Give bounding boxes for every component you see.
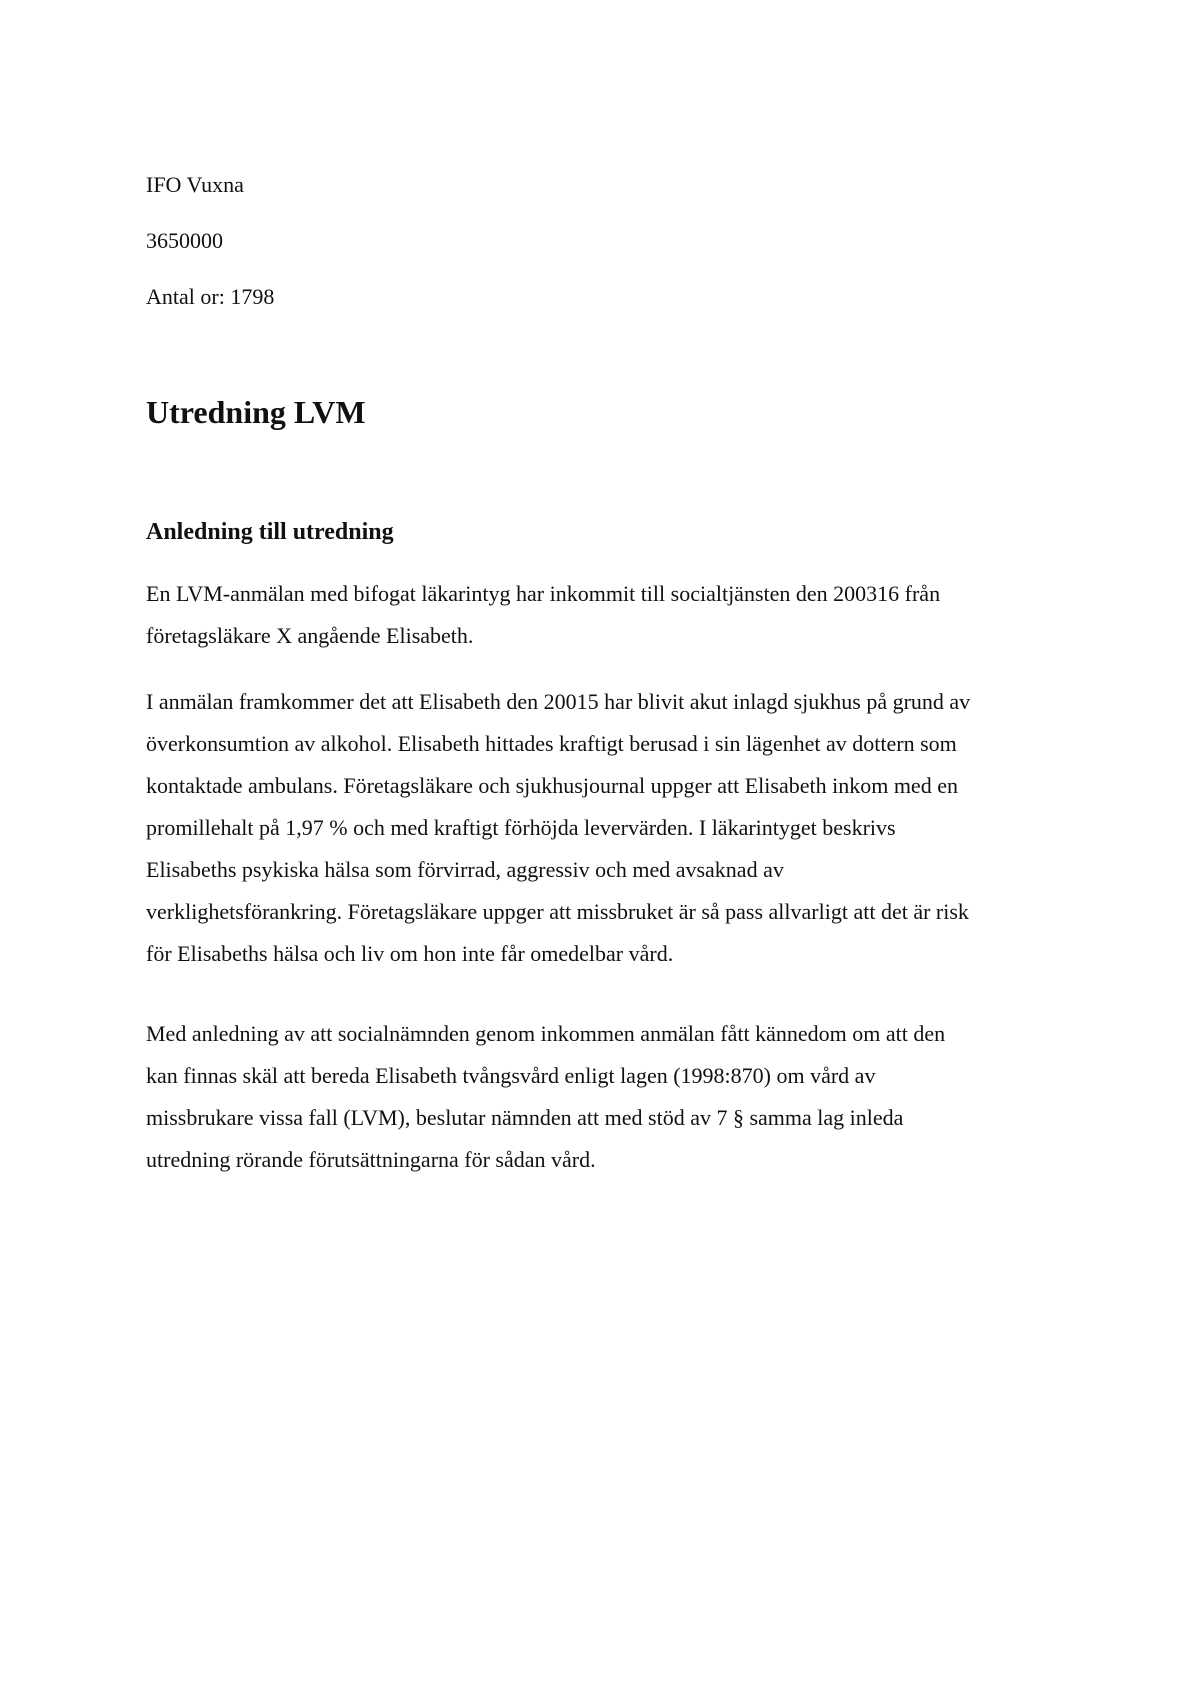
number-line: 3650000: [146, 228, 223, 253]
paragraph-line: I anmälan framkommer det att Elisabeth den 20015 har blivit akut inlagd sjukhus på grund av: [146, 689, 971, 714]
word-count-line: Antal or: 1798: [146, 284, 275, 309]
paragraph-line: kontaktade ambulans. Företagsläkare och sjukhusjournal uppger att Elisabeth inkom med en: [146, 773, 958, 798]
paragraph-line: Med anledning av att socialnämnden genom inkommen anmälan fått kännedom om att den: [146, 1021, 946, 1046]
paragraph-line: överkonsumtion av alkohol. Elisabeth hittades kraftigt berusad i sin lägenhet av dottern som: [146, 731, 957, 756]
paragraph-line: promillehalt på 1,97 % och med kraftigt förhöjda levervärden. I läkarintyget beskrivs: [146, 815, 896, 840]
paragraph-line: kan finnas skäl att bereda Elisabeth tvångsvård enligt lagen (1998:870) om vård av: [146, 1063, 876, 1088]
section-heading: Anledning till utredning: [146, 519, 394, 545]
paragraph-line: för Elisabeths hälsa och liv om hon inte får omedelbar vård.: [146, 941, 674, 966]
paragraph-line: Elisabeths psykiska hälsa som förvirrad, aggressiv och med avsaknad av: [146, 857, 784, 882]
paragraph-line: verklighetsförankring. Företagsläkare uppger att missbruket är så pass allvarligt att det är risk: [146, 899, 969, 924]
paragraph-line: utredning rörande förutsättningarna för sådan vård.: [146, 1147, 596, 1172]
paragraph-line: En LVM-anmälan med bifogat läkarintyg har inkommit till socialtjänsten den 200316 från: [146, 581, 941, 606]
document-title: Utredning LVM: [146, 394, 366, 430]
department-line: IFO Vuxna: [146, 172, 244, 197]
paragraph-line: företagsläkare X angående Elisabeth.: [146, 623, 474, 648]
paragraph-line: missbrukare vissa fall (LVM), beslutar nämnden att med stöd av 7 § samma lag inleda: [146, 1105, 904, 1130]
